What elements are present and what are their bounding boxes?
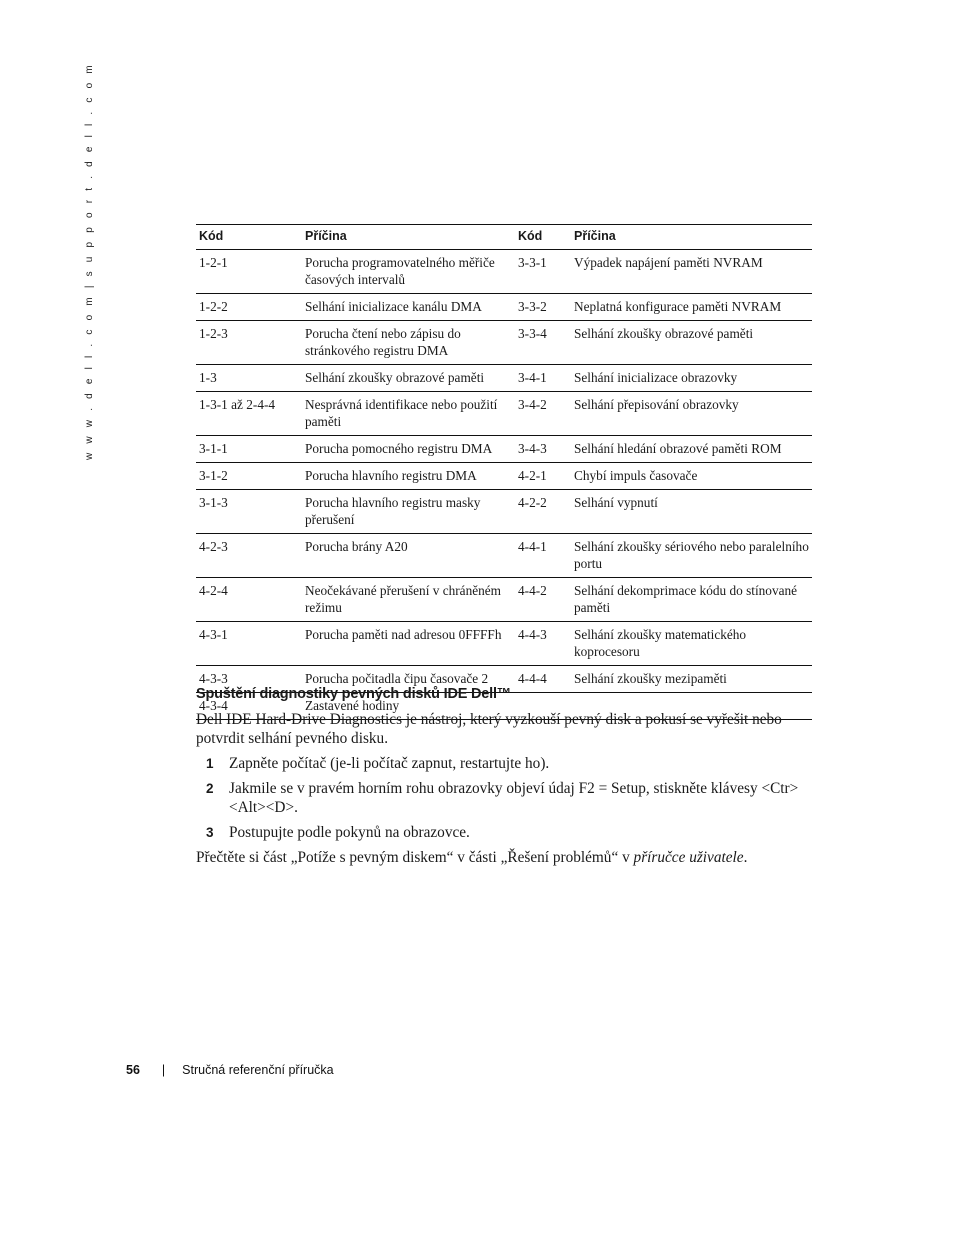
table-body	[196, 250, 812, 720]
header-cause-1: Příčina	[302, 225, 515, 250]
cell-code: 3-1-2	[196, 463, 302, 490]
cell-code: 3-4-1	[515, 365, 571, 392]
page-footer	[126, 1063, 334, 1077]
step-number: 2	[206, 781, 214, 796]
cell-cause: Nesprávná identifikace nebo použití paměti	[302, 392, 515, 436]
cell-cause: Výpadek napájení paměti NVRAM	[571, 250, 812, 294]
cell-cause: Selhání inicializace kanálu DMA	[302, 294, 515, 321]
cell-cause: Selhání inicializace obrazovky	[571, 365, 812, 392]
cell-cause: Selhání zkoušky mezipaměti	[571, 666, 812, 693]
cell-code: 4-2-1	[515, 463, 571, 490]
section-title: Spuštění diagnostiky pevných disků IDE Dell™	[196, 686, 512, 702]
cell-code: 4-4-2	[515, 578, 571, 622]
cell-code: 3-3-4	[515, 321, 571, 365]
cell-code: 4-2-3	[196, 534, 302, 578]
list-item	[196, 754, 806, 773]
cell-code: 1-2-3	[196, 321, 302, 365]
cell-code: 3-3-1	[515, 250, 571, 294]
cell-code: 1-3	[196, 365, 302, 392]
table-row	[196, 578, 812, 622]
table-row	[196, 294, 812, 321]
cell-code: 3-4-3	[515, 436, 571, 463]
side-url: w w w . d e l l . c o m | s u p p o r t . d e l l . c o m	[84, 62, 95, 460]
cell-cause: Porucha programovatelného měřiče časových intervalů	[302, 250, 515, 294]
cell-code: 1-2-1	[196, 250, 302, 294]
cell-code: 1-3-1 až 2-4-4	[196, 392, 302, 436]
header-code-2: Kód	[515, 225, 571, 250]
cell-cause: Neplatná konfigurace paměti NVRAM	[571, 294, 812, 321]
section-intro: Dell IDE Hard-Drive Diagnostics je nástroj, který vyzkouší pevný disk a pokusí se vyřešit nebo potvrdit selhání pevného disku.	[196, 711, 782, 747]
list-item	[196, 779, 806, 817]
cell-code: 4-2-2	[515, 490, 571, 534]
cell-cause: Selhání dekomprimace kódu do stínované paměti	[571, 578, 812, 622]
cell-cause: Selhání přepisování obrazovky	[571, 392, 812, 436]
header-code-1: Kód	[196, 225, 302, 250]
cell-cause: Porucha brány A20	[302, 534, 515, 578]
cell-cause: Selhání hledání obrazové paměti ROM	[571, 436, 812, 463]
cell-code: 3-4-2	[515, 392, 571, 436]
cell-code: 4-3-1	[196, 622, 302, 666]
table-row	[196, 392, 812, 436]
table-row	[196, 463, 812, 490]
note-link-text: příručce uživatele	[633, 849, 744, 866]
cell-cause: Selhání zkoušky obrazové paměti	[302, 365, 515, 392]
cell-code: 4-4-4	[515, 666, 571, 693]
cell-code: 1-2-2	[196, 294, 302, 321]
footer-separator: |	[161, 1063, 166, 1077]
section-note	[196, 848, 806, 867]
table-row	[196, 490, 812, 534]
table-row	[196, 250, 812, 294]
cell-code: 3-3-2	[515, 294, 571, 321]
table-row	[196, 365, 812, 392]
diagnostics-section	[196, 686, 806, 873]
cell-code: 4-4-3	[515, 622, 571, 666]
cell-cause: Porucha hlavního registru DMA	[302, 463, 515, 490]
step-text: Zapněte počítač (je-li počítač zapnut, restartujte ho).	[229, 755, 550, 772]
cell-cause: Selhání zkoušky matematického koprocesoru	[571, 622, 812, 666]
table-row	[196, 436, 812, 463]
note-suffix: .	[743, 849, 748, 866]
step-number: 3	[206, 825, 214, 840]
cell-code: 4-3-3	[196, 666, 302, 693]
note-prefix: Přečtěte si část „Potíže s pevným diskem“ v části „Řešení problémů“ v	[196, 849, 634, 866]
footer-title: Stručná referenční příručka	[182, 1063, 334, 1077]
cell-cause: Porucha hlavního registru masky přerušení	[302, 490, 515, 534]
step-text: Jakmile se v pravém horním rohu obrazovky objeví údaj F2 = Setup, stiskněte klávesy <Ctr><Alt><D>.	[229, 780, 799, 816]
cell-cause: Selhání zkoušky obrazové paměti	[571, 321, 812, 365]
table-row	[196, 534, 812, 578]
steps-list	[196, 754, 806, 842]
cell-cause: Selhání vypnutí	[571, 490, 812, 534]
table-row	[196, 321, 812, 365]
cell-cause: Porucha pomocného registru DMA	[302, 436, 515, 463]
cell-cause: Zastavené hodiny	[302, 693, 515, 720]
beep-code-table	[196, 224, 812, 720]
cell-code: 4-4-1	[515, 534, 571, 578]
cell-cause: Porucha počitadla čipu časovače 2	[302, 666, 515, 693]
cell-cause: Porucha paměti nad adresou 0FFFFh	[302, 622, 515, 666]
cell-cause: Chybí impuls časovače	[571, 463, 812, 490]
cell-code: 4-3-4	[196, 693, 302, 720]
table-header	[196, 225, 812, 250]
cell-code: 3-1-1	[196, 436, 302, 463]
table-row	[196, 622, 812, 666]
list-item	[196, 823, 806, 842]
step-text: Postupujte podle pokynů na obrazovce.	[229, 824, 470, 841]
cell-cause: Porucha čtení nebo zápisu do stránkového registru DMA	[302, 321, 515, 365]
cell-cause: Neočekávané přerušení v chráněném režimu	[302, 578, 515, 622]
header-cause-2: Příčina	[571, 225, 812, 250]
cell-code: 4-2-4	[196, 578, 302, 622]
page-number: 56	[126, 1063, 140, 1077]
step-number: 1	[206, 756, 214, 771]
cell-cause: Selhání zkoušky sériového nebo paralelního portu	[571, 534, 812, 578]
cell-code: 3-1-3	[196, 490, 302, 534]
